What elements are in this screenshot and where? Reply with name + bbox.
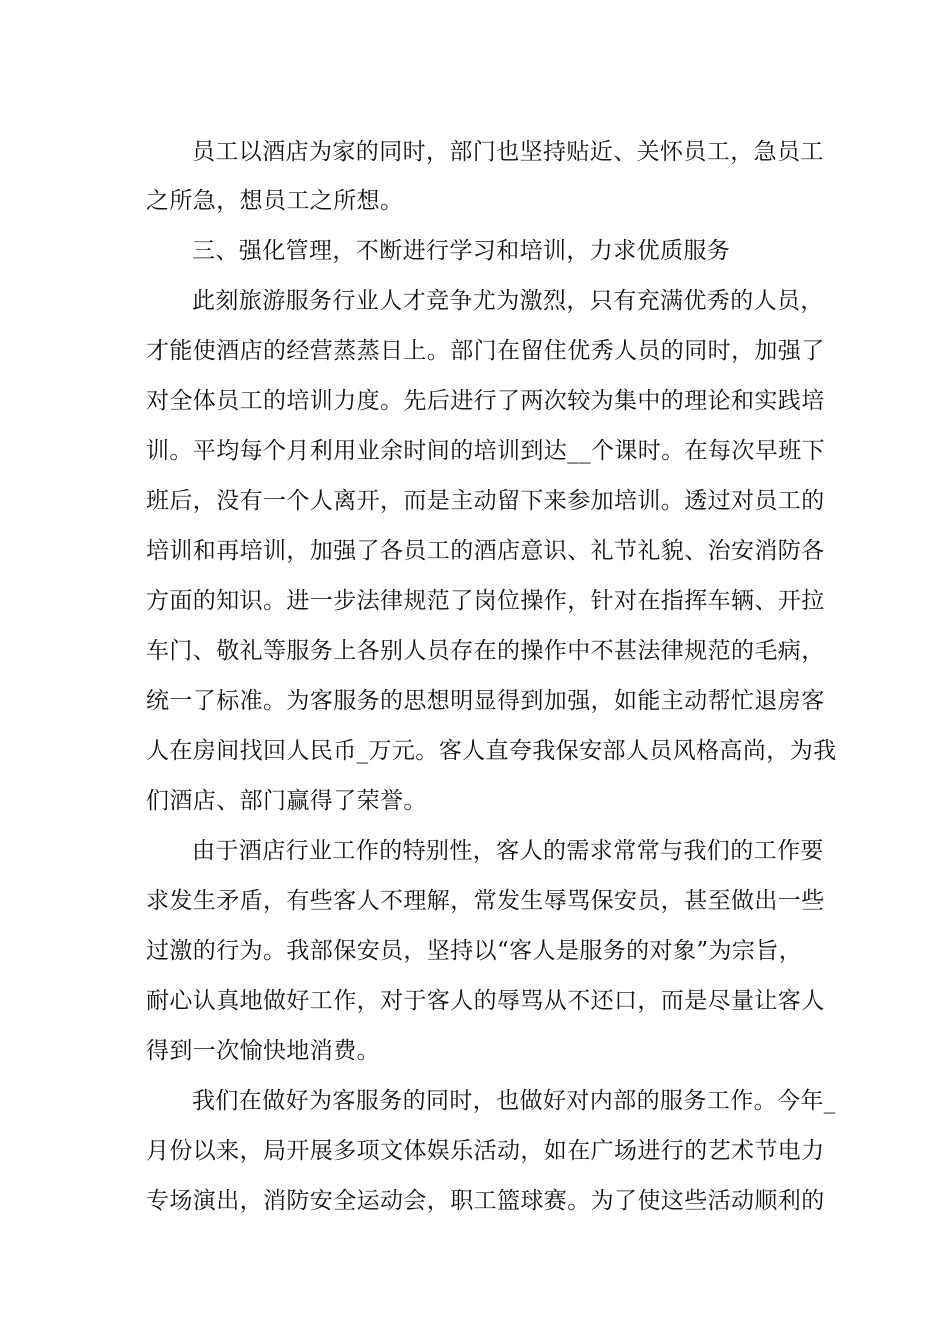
text-line: 统一了标准。为客服务的思想明显得到加强，如能主动帮忙退房客: [146, 688, 825, 714]
text-line: 班后，没有一个人离开，而是主动留下来参加培训。透过对员工的: [146, 488, 825, 514]
text-line: 月份以来，局开展多项文体娱乐活动，如在广场进行的艺术节电力: [146, 1138, 825, 1164]
text-line: 由于酒店行业工作的特别性，客人的需求常常与我们的工作要: [192, 838, 824, 864]
text-line: 此刻旅游服务行业人才竞争尤为激烈，只有充满优秀的人员，: [192, 288, 824, 314]
text-line: 我们在做好为客服务的同时，也做好对内部的服务工作。今年_: [192, 1088, 836, 1114]
text-line: 方面的知识。进一步法律规范了岗位操作，针对在指挥车辆、开拉: [146, 588, 825, 614]
text-line: 员工以酒店为家的同时，部门也坚持贴近、关怀员工，急员工: [192, 139, 824, 165]
text-line: 求发生矛盾，有些客人不理解，常发生辱骂保安员，甚至做出一些: [146, 888, 825, 914]
text-line: 耐心认真地做好工作，对于客人的辱骂从不还口，而是尽量让客人: [146, 988, 825, 1014]
text-line: 车门、敬礼等服务上各别人员存在的操作中不甚法律规范的毛病，: [146, 638, 825, 664]
text-line: 培训和再培训，加强了各员工的酒店意识、礼节礼貌、治安消防各: [146, 538, 825, 564]
text-line: 专场演出，消防安全运动会，职工篮球赛。为了使这些活动顺利的: [146, 1188, 825, 1214]
section-heading: 三、强化管理，不断进行学习和培训，力求优质服务: [192, 238, 731, 264]
text-line: 训。平均每个月利用业余时间的培训到达__个课时。在每次早班下: [146, 438, 825, 464]
text-line: 过激的行为。我部保安员，坚持以“客人是服务的对象”为宗旨，: [146, 938, 803, 964]
text-line: 对全体员工的培训力度。先后进行了两次较为集中的理论和实践培: [146, 388, 825, 414]
text-line: 之所急，想员工之所想。: [146, 188, 404, 214]
text-line: 人在房间找回人民币_万元。客人直夸我保安部人员风格高尚，为我: [146, 738, 837, 764]
text-line: 得到一次愉快地消费。: [146, 1038, 380, 1064]
text-line: 才能使酒店的经营蒸蒸日上。部门在留住优秀人员的同时，加强了: [146, 338, 825, 364]
text-line: 们酒店、部门赢得了荣誉。: [146, 788, 427, 814]
